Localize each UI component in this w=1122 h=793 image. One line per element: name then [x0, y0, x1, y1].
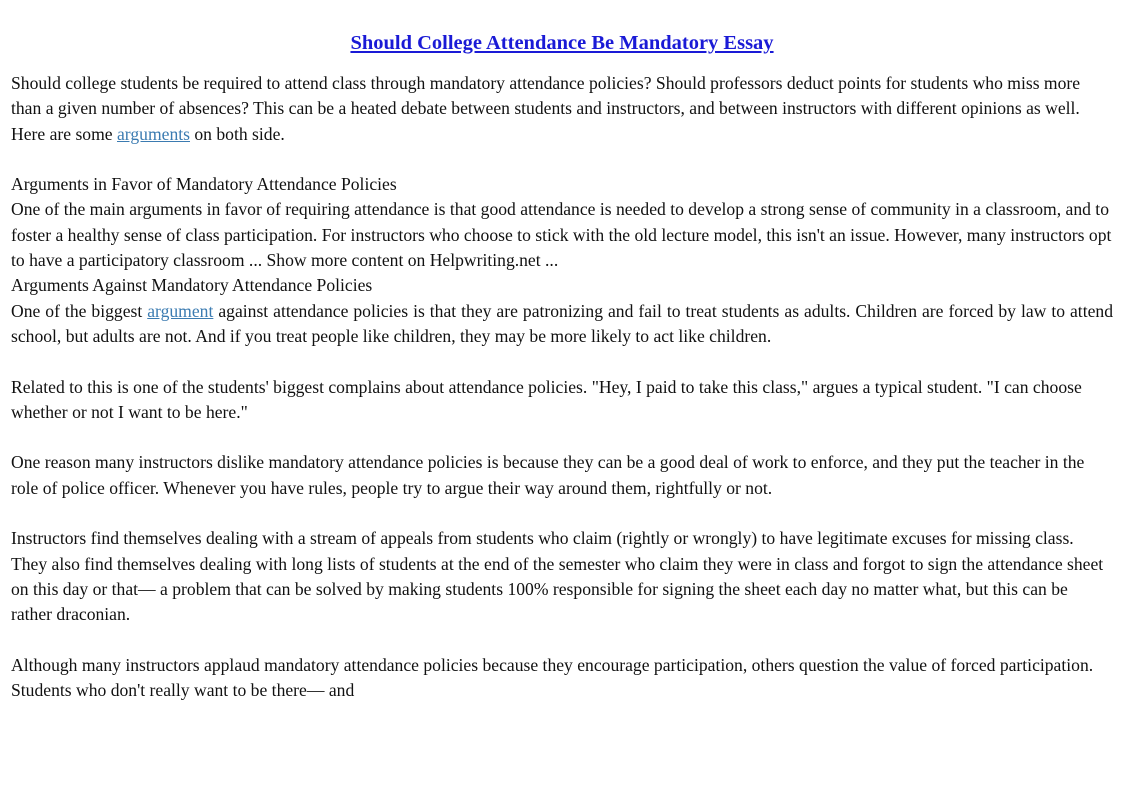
against-heading: Arguments Against Mandatory Attendance Policies: [11, 275, 373, 296]
page-title: [11, 30, 1113, 56]
intro-paragraph: [11, 71, 1113, 147]
argument-link[interactable]: argument: [147, 300, 214, 321]
body-paragraph: Related to this is one of the students' biggest complains about attendance policies. "Hey, I paid to take this class," argues a typical student. "I can choose whether or not I want to be here.": [11, 376, 1082, 422]
paragraph-spacer: [11, 628, 1113, 653]
intro-text-after-link: on both side.: [189, 123, 285, 144]
paragraph-spacer: [11, 425, 1113, 450]
against-paragraph: [11, 299, 1113, 350]
arguments-link[interactable]: arguments: [117, 123, 190, 144]
body-paragraph: One reason many instructors dislike mandatory attendance policies is because they can be a good deal of work to enforce, and they put the teacher in the role of police officer. Whenever you have rules, people try to argue their way around them, rightfully or not.: [11, 452, 1085, 498]
against-text-before-link: One of the biggest: [11, 300, 148, 321]
paragraph-spacer: [11, 147, 1113, 172]
body-paragraph: Although many instructors applaud mandatory attendance policies because they encourage participation, others question the value of forced participation. Students who don't really want to be there— and: [11, 654, 1094, 701]
title-link[interactable]: Should College Attendance Be Mandatory Essay: [350, 32, 774, 54]
favor-heading: Arguments in Favor of Mandatory Attendance Policies: [11, 174, 397, 195]
body-paragraph: Instructors find themselves dealing with a stream of appeals from students who claim (rightly or wrongly) to have legitimate excuses for missing class. They also find themselves dealing with long lists of students at the end of the semester who claim they were in class and forgot to sign the attendance sheet on this day or that— a problem that can be solved by making students 100% responsible for signing the sheet each day no matter what, but this can be rather draconian.: [11, 528, 1104, 625]
essay-body: [11, 71, 1113, 703]
favor-paragraph: One of the main arguments in favor of requiring attendance is that good attendance is needed to develop a strong sense of community in a classroom, and to foster a healthy sense of class participation. For instructors who choose to stick with the old lecture model, this isn't an issue. However, many instructors opt to have a participatory classroom ... Show more content on Helpwriting.net ...: [11, 199, 1112, 271]
paragraph-spacer: [11, 501, 1113, 526]
intro-text-before-link: Should college students be required to attend class through mandatory attendance policies? Should professors deduct points for students who miss more than a given number of absences? This can be a heated debate between students and instructors, and between instructors with different opinions as well. Here are some: [11, 73, 1081, 144]
paragraph-spacer: [11, 349, 1113, 374]
against-text-after-link: against attendance policies is that they are patronizing and fail to treat students as adults. Children are forced by law to attend school, but adults are not. And if you treat people like children, they may be more likely to act like children.: [11, 300, 1113, 346]
